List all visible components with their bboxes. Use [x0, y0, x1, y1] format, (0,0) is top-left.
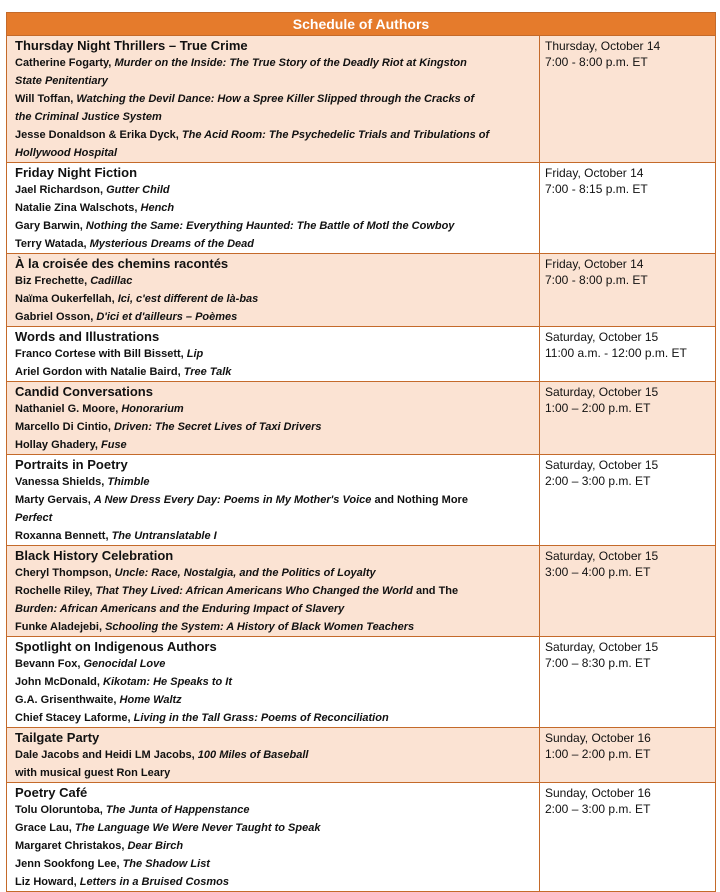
author-entry [15, 290, 533, 308]
book-title: Hench [140, 202, 175, 214]
entry-suffix: and The [412, 585, 459, 597]
session-details [7, 36, 540, 162]
session-when [540, 546, 715, 636]
session-details [7, 546, 540, 636]
author-name: Catherine Fogarty, [15, 57, 115, 69]
author-entry [15, 491, 533, 509]
session-when [540, 254, 715, 326]
session-details [7, 254, 540, 326]
book-title: Home Waltz [119, 694, 182, 706]
author-name: with musical guest Ron Leary [15, 767, 171, 779]
session-time: 7:00 - 8:00 p.m. ET [545, 55, 648, 69]
session-name: Words and Illustrations [15, 329, 160, 344]
author-entry [15, 873, 533, 891]
book-title: Living in the Tall Grass: Poems of Reconciliation [133, 712, 389, 724]
author-name: Bevann Fox, [15, 658, 84, 670]
session-time: 11:00 a.m. - 12:00 p.m. ET [545, 346, 687, 360]
session-date: Saturday, October 15 [545, 549, 659, 563]
author-name: Margaret Christakos, [15, 840, 128, 852]
book-title: Murder on the Inside: The True Story of the Deadly Riot at Kingston [114, 57, 467, 69]
author-entry [15, 618, 533, 636]
author-entry [15, 855, 533, 873]
session-row [7, 162, 715, 253]
session-time: 1:00 – 2:00 p.m. ET [545, 747, 651, 761]
author-name: Grace Lau, [15, 822, 75, 834]
session-name: Poetry Café [15, 785, 88, 800]
author-name: Roxanna Bennett, [15, 530, 112, 542]
book-title: 100 Miles of Baseball [197, 749, 309, 761]
book-title: Kikotam: He Speaks to It [103, 676, 232, 688]
session-row [7, 381, 715, 454]
author-entry [15, 600, 533, 618]
book-title: The Junta of Happenstance [105, 804, 250, 816]
session-details [7, 327, 540, 381]
session-time: 2:00 – 3:00 p.m. ET [545, 802, 651, 816]
author-entry [15, 181, 533, 199]
session-row [7, 35, 715, 162]
schedule-title: Schedule of Authors [7, 13, 715, 35]
book-title: Fuse [101, 439, 127, 451]
author-name: Liz Howard, [15, 876, 80, 888]
book-title: Tree Talk [183, 366, 232, 378]
session-details [7, 728, 540, 782]
session-details [7, 783, 540, 891]
session-row [7, 727, 715, 782]
book-title: Ici, c'est different de là-bas [117, 293, 259, 305]
book-title: Burden: African Americans and the Enduring Impact of Slavery [15, 603, 345, 615]
session-date: Thursday, October 14 [545, 39, 661, 53]
author-name: Jenn Sookfong Lee, [15, 858, 123, 870]
session-time: 3:00 – 4:00 p.m. ET [545, 565, 651, 579]
schedule-rows [7, 35, 715, 891]
book-title: The Untranslatable I [111, 530, 217, 542]
session-when [540, 637, 715, 727]
book-title: Watching the Devil Dance: How a Spree Killer Slipped through the Cracks of [76, 93, 475, 105]
author-entry [15, 90, 533, 108]
book-title: The Language We Were Never Taught to Speak [74, 822, 321, 834]
book-title: Gutter Child [106, 184, 170, 196]
author-entry [15, 54, 533, 72]
author-name: Dale Jacobs and Heidi LM Jacobs, [15, 749, 198, 761]
author-name: Naïma Oukerfellah, [15, 293, 118, 305]
author-name: Marty Gervais, [15, 494, 94, 506]
session-date: Sunday, October 16 [545, 731, 651, 745]
author-entry [15, 819, 533, 837]
session-row [7, 545, 715, 636]
author-name: Cheryl Thompson, [15, 567, 115, 579]
book-title: That They Lived: African Americans Who Changed the World [95, 585, 413, 597]
session-row [7, 636, 715, 727]
author-entry [15, 509, 533, 527]
author-name: Rochelle Riley, [15, 585, 96, 597]
author-name: Gabriel Osson, [15, 311, 97, 323]
session-when [540, 455, 715, 545]
entry-suffix: and Nothing More [371, 494, 468, 506]
author-entry [15, 527, 533, 545]
session-row [7, 326, 715, 381]
author-entry [15, 144, 533, 162]
book-title: Letters in a Bruised Cosmos [79, 876, 229, 888]
author-name: Biz Frechette, [15, 275, 91, 287]
book-title: Genocidal Love [83, 658, 166, 670]
session-row [7, 253, 715, 326]
author-name: Franco Cortese with Bill Bissett, [15, 348, 187, 360]
session-details [7, 382, 540, 454]
author-name: Gary Barwin, [15, 220, 86, 232]
session-date: Sunday, October 16 [545, 786, 651, 800]
session-date: Saturday, October 15 [545, 385, 659, 399]
session-time: 1:00 – 2:00 p.m. ET [545, 401, 651, 415]
author-entry [15, 72, 533, 90]
book-title: the Criminal Justice System [15, 111, 162, 123]
session-name: Portraits in Poetry [15, 457, 128, 472]
author-name: Ariel Gordon with Natalie Baird, [15, 366, 184, 378]
author-name: Natalie Zina Walschots, [15, 202, 141, 214]
session-name: Black History Celebration [15, 548, 174, 563]
author-entry [15, 709, 533, 727]
book-title: Honorarium [121, 403, 184, 415]
session-when [540, 163, 715, 253]
author-entry [15, 746, 533, 764]
author-name: Vanessa Shields, [15, 476, 108, 488]
session-name: Friday Night Fiction [15, 165, 138, 180]
session-time: 7:00 - 8:00 p.m. ET [545, 273, 648, 287]
book-title: The Shadow List [122, 858, 210, 870]
author-name: Terry Watada, [15, 238, 90, 250]
session-when [540, 327, 715, 381]
book-title: Hollywood Hospital [15, 147, 118, 159]
author-entry [15, 363, 533, 381]
book-title: Thimble [107, 476, 150, 488]
author-name: Funke Aladejebi, [15, 621, 106, 633]
author-name: Nathaniel G. Moore, [15, 403, 122, 415]
session-date: Saturday, October 15 [545, 640, 659, 654]
session-date: Friday, October 14 [545, 166, 644, 180]
author-name: Jesse Donaldson & Erika Dyck, [15, 129, 182, 141]
session-date: Saturday, October 15 [545, 458, 659, 472]
session-name: Spotlight on Indigenous Authors [15, 639, 217, 654]
author-name: Tolu Oloruntoba, [15, 804, 106, 816]
session-when [540, 783, 715, 891]
book-title: A New Dress Every Day: Poems in My Mother's Voice [93, 494, 372, 506]
session-name: Tailgate Party [15, 730, 100, 745]
author-entry [15, 436, 533, 454]
book-title: Lip [186, 348, 204, 360]
book-title: Schooling the System: A History of Black Women Teachers [105, 621, 415, 633]
session-time: 2:00 – 3:00 p.m. ET [545, 474, 651, 488]
book-title: D'ici et d'ailleurs – Poèmes [96, 311, 238, 323]
author-entry [15, 217, 533, 235]
author-entry [15, 126, 533, 144]
session-details [7, 455, 540, 545]
book-title: Uncle: Race, Nostalgia, and the Politics of Loyalty [114, 567, 376, 579]
author-entry [15, 564, 533, 582]
author-entry [15, 473, 533, 491]
session-details [7, 637, 540, 727]
author-entry [15, 400, 533, 418]
session-when [540, 36, 715, 162]
author-entry [15, 582, 533, 600]
session-date: Friday, October 14 [545, 257, 644, 271]
schedule-table [6, 12, 716, 892]
session-name: Candid Conversations [15, 384, 153, 399]
book-title: Dear Birch [127, 840, 184, 852]
author-entry [15, 272, 533, 290]
author-entry [15, 801, 533, 819]
book-title: Nothing the Same: Everything Haunted: The Battle of Motl the Cowboy [85, 220, 455, 232]
author-entry [15, 345, 533, 363]
author-entry [15, 235, 533, 253]
author-name: Hollay Ghadery, [15, 439, 101, 451]
session-row [7, 454, 715, 545]
session-name: À la croisée des chemins racontés [15, 256, 229, 271]
session-name: Thursday Night Thrillers – True Crime [15, 38, 248, 53]
session-when [540, 728, 715, 782]
book-title: Mysterious Dreams of the Dead [89, 238, 255, 250]
book-title: Cadillac [90, 275, 133, 287]
book-title: Driven: The Secret Lives of Taxi Drivers [114, 421, 322, 433]
author-entry [15, 655, 533, 673]
session-date: Saturday, October 15 [545, 330, 659, 344]
author-entry [15, 418, 533, 436]
session-when [540, 382, 715, 454]
author-entry [15, 108, 533, 126]
session-details [7, 163, 540, 253]
author-name: John McDonald, [15, 676, 103, 688]
author-name: G.A. Grisenthwaite, [15, 694, 120, 706]
session-row [7, 782, 715, 891]
book-title: Perfect [15, 512, 53, 524]
author-name: Will Toffan, [15, 93, 77, 105]
author-name: Jael Richardson, [15, 184, 107, 196]
author-entry [15, 199, 533, 217]
author-entry [15, 837, 533, 855]
author-entry [15, 673, 533, 691]
session-time: 7:00 - 8:15 p.m. ET [545, 182, 648, 196]
author-name: Marcello Di Cintio, [15, 421, 115, 433]
book-title: State Penitentiary [15, 75, 108, 87]
session-time: 7:00 – 8:30 p.m. ET [545, 656, 651, 670]
author-entry [15, 308, 533, 326]
author-entry [15, 764, 533, 782]
author-entry [15, 691, 533, 709]
book-title: The Acid Room: The Psychedelic Trials and Tribulations of [181, 129, 490, 141]
author-name: Chief Stacey Laforme, [15, 712, 134, 724]
